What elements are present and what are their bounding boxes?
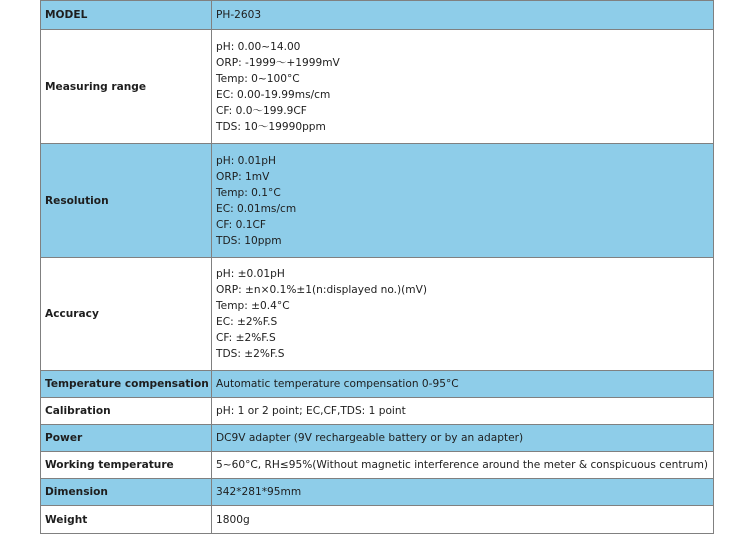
row-label: Measuring range [41, 30, 212, 144]
row-value [212, 144, 714, 258]
value-line: ORP: ±n×0.1%±1(n:displayed no.)(mV) [216, 284, 428, 296]
row-value: PH-2603 [212, 1, 714, 30]
value-line: Temp: ±0.4°C [216, 300, 290, 312]
value-line: pH: ±0.01pH [216, 268, 285, 280]
row-label: Calibration [41, 398, 212, 425]
table-row-dimension [41, 479, 714, 506]
row-value: Automatic temperature compensation 0-95°C [212, 371, 714, 398]
row-label: Temperature compensation [41, 371, 212, 398]
value-line: ORP: -1999～+1999mV [216, 56, 340, 69]
value-line: pH: 0.01pH [216, 154, 276, 167]
row-value: pH: 1 or 2 point; EC,CF,TDS: 1 point [212, 398, 714, 425]
table-row-weight [41, 506, 714, 534]
value-line: TDS: ±2%F.S [216, 348, 285, 360]
row-label: Resolution [41, 144, 212, 258]
row-label: Dimension [41, 479, 212, 506]
spec-table [40, 0, 714, 534]
table-row-measuring-range [41, 30, 714, 144]
row-value: DC9V adapter (9V rechargeable battery or by an adapter) [212, 425, 714, 452]
value-line: EC: 0.00-19.99ms/cm [216, 88, 331, 101]
row-value [212, 258, 714, 371]
value-line: EC: ±2%F.S [216, 316, 278, 328]
table-row-model [41, 1, 714, 30]
value-line: ORP: 1mV [216, 170, 270, 183]
row-label: MODEL [41, 1, 212, 30]
table-row-resolution [41, 144, 714, 258]
value-line: CF: ±2%F.S [216, 332, 276, 344]
value-line: CF: 0.1CF [216, 218, 266, 231]
value-line: TDS: 10～19990ppm [216, 120, 326, 133]
row-label: Weight [41, 506, 212, 534]
value-line: pH: 0.00~14.00 [216, 40, 301, 53]
table-row-temperature-compensation [41, 371, 714, 398]
table-row-accuracy [41, 258, 714, 371]
row-label: Working temperature [41, 452, 212, 479]
row-label: Accuracy [41, 258, 212, 371]
value-line: EC: 0.01ms/cm [216, 202, 297, 215]
value-line: Temp: 0.1°C [216, 186, 281, 199]
table-row-power [41, 425, 714, 452]
row-value [212, 30, 714, 144]
row-label: Power [41, 425, 212, 452]
value-line: TDS: 10ppm [216, 234, 282, 247]
row-value: 1800g [212, 506, 714, 534]
table-row-calibration [41, 398, 714, 425]
value-line: CF: 0.0～199.9CF [216, 104, 307, 117]
row-value: 5~60°C, RH≤95%(Without magnetic interference around the meter & conspicuous centrum) [212, 452, 714, 479]
table-row-working-temperature [41, 452, 714, 479]
value-line: Temp: 0~100°C [216, 72, 300, 85]
row-value: 342*281*95mm [212, 479, 714, 506]
